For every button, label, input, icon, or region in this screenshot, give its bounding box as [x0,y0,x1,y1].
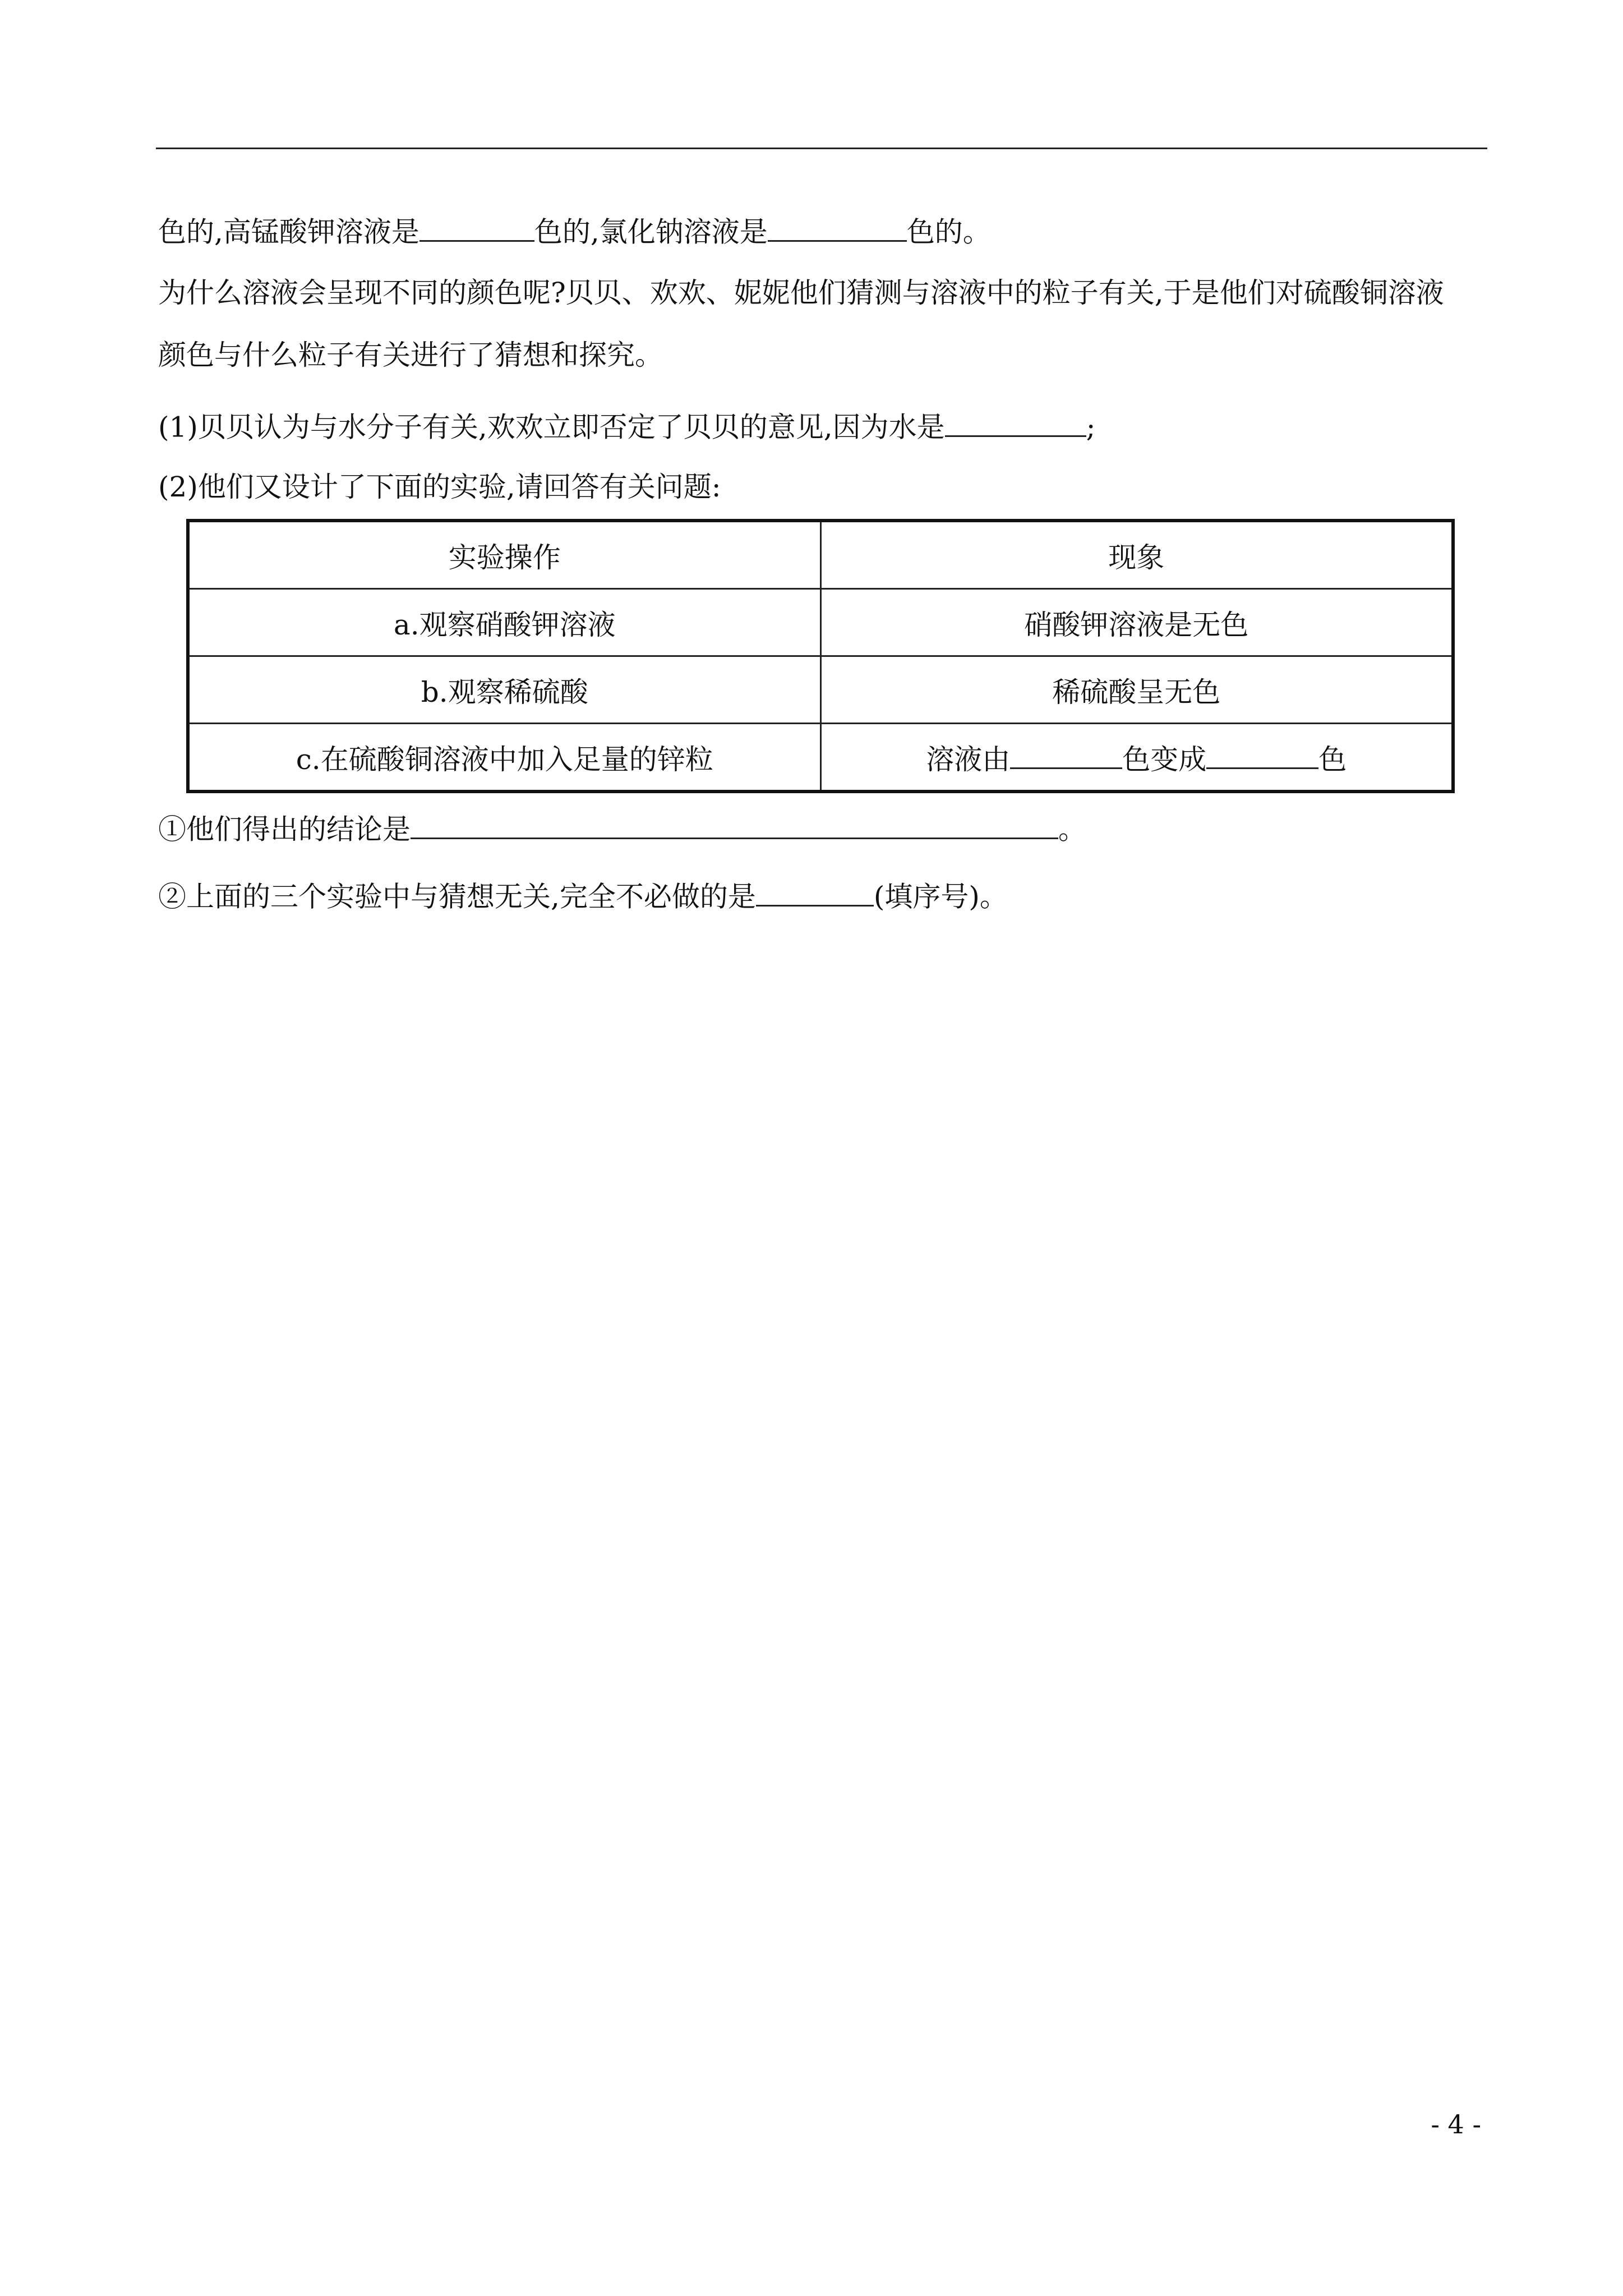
row-c-result [820,724,1453,792]
row-a-operation: a.观察硝酸钾溶液 [188,589,820,656]
sub-question-1-end: 。 [1058,813,1086,846]
header-operation: 实验操作 [188,521,820,589]
blank-conclusion[interactable] [411,811,1058,839]
blank-sodium-chloride-color[interactable] [768,213,907,242]
blank-permanganate-color[interactable] [419,213,534,242]
row-c-operation: c.在硫酸铜溶液中加入足量的锌粒 [188,724,820,792]
row-a-result: 硝酸钾溶液是无色 [820,589,1453,656]
row-c-result-part-b: 色变成 [1122,743,1207,776]
table-row [188,724,1453,792]
table-row [188,589,1453,656]
experiment-table [186,519,1455,793]
question-1 [158,408,1096,444]
header-rule [156,148,1487,149]
row-b-operation: b.观察稀硫酸 [188,656,820,724]
line1-part-a: 色的,高锰酸钾溶液是 [158,215,419,249]
line1-part-b: 色的,氯化钠溶液是 [534,215,768,249]
header-phenomenon: 现象 [820,521,1453,589]
blank-unnecessary-experiment[interactable] [756,878,874,907]
page-number: - 4 - [1431,2109,1481,2139]
sub-question-2-end: (填序号)。 [873,880,1008,913]
row-c-result-part-c: 色 [1318,743,1347,776]
table-row [188,656,1453,724]
sub-question-2 [158,878,1008,911]
sub-question-1 [158,811,1086,844]
question-2: (2)他们又设计了下面的实验,请回答有关问题: [158,471,721,503]
blank-water-reason[interactable] [945,408,1086,437]
blank-color-before[interactable] [1010,740,1122,769]
text-line-2: 为什么溶液会呈现不同的颜色呢?贝贝、欢欢、妮妮他们猜测与溶液中的粒子有关,于是他们对硫酸铜溶液 [158,277,1444,309]
row-b-result: 稀硫酸呈无色 [820,656,1453,724]
question-1-text: (1)贝贝认为与水分子有关,欢欢立即否定了贝贝的意见,因为水是 [158,411,945,444]
sub-question-2-text: ②上面的三个实验中与猜想无关,完全不必做的是 [158,880,756,913]
text-line-1 [158,213,991,249]
line1-part-c: 色的。 [906,215,991,249]
row-c-result-part-a: 溶液由 [926,743,1011,776]
blank-color-after[interactable] [1206,740,1318,769]
text-line-3: 颜色与什么粒子有关进行了猜想和探究。 [158,339,663,371]
table-header-row [188,521,1453,589]
sub-question-1-text: ①他们得出的结论是 [158,813,411,846]
question-1-end: ; [1086,411,1096,444]
